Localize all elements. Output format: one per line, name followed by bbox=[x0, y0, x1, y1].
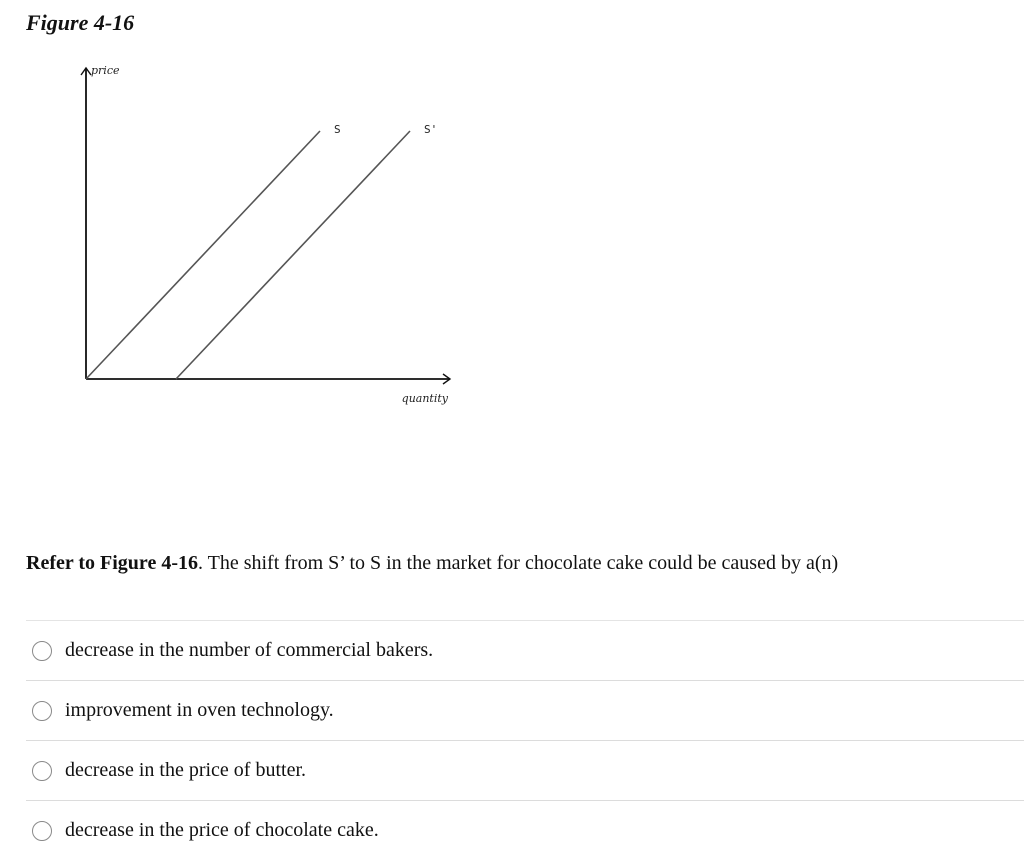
radio-button[interactable] bbox=[32, 701, 52, 721]
answer-option-label: decrease in the price of chocolate cake. bbox=[65, 819, 379, 841]
figure-reference: Refer to Figure 4-16 bbox=[26, 552, 198, 574]
chart-series bbox=[86, 131, 410, 379]
question-body: . The shift from S’ to S in the market for chocolate cake could be caused by a(n) bbox=[197, 552, 839, 574]
answer-option-label: improvement in oven technology. bbox=[65, 699, 334, 721]
supply-curve-s bbox=[86, 131, 320, 379]
answer-option-1[interactable] bbox=[26, 620, 1024, 680]
answer-option-3[interactable] bbox=[26, 740, 1024, 800]
answer-option-label: decrease in the number of commercial bakers. bbox=[65, 639, 434, 661]
chart-axes bbox=[81, 68, 450, 384]
radio-button[interactable] bbox=[32, 821, 52, 841]
series-label: S' bbox=[424, 123, 438, 136]
figure-title: Figure 4-16 bbox=[26, 10, 135, 35]
supply-curve-s-prime bbox=[176, 131, 410, 379]
chart-labels bbox=[91, 64, 449, 405]
radio-button[interactable] bbox=[32, 761, 52, 781]
answer-option-2[interactable] bbox=[26, 680, 1024, 740]
y-axis-label: price bbox=[91, 64, 120, 77]
question-text bbox=[26, 552, 838, 575]
radio-button[interactable] bbox=[32, 641, 52, 661]
x-axis-label: quantity bbox=[401, 392, 448, 405]
answer-options bbox=[26, 620, 1024, 860]
answer-option-label: decrease in the price of butter. bbox=[65, 759, 306, 781]
answer-option-4[interactable] bbox=[26, 800, 1024, 860]
series-label: S bbox=[334, 123, 341, 136]
